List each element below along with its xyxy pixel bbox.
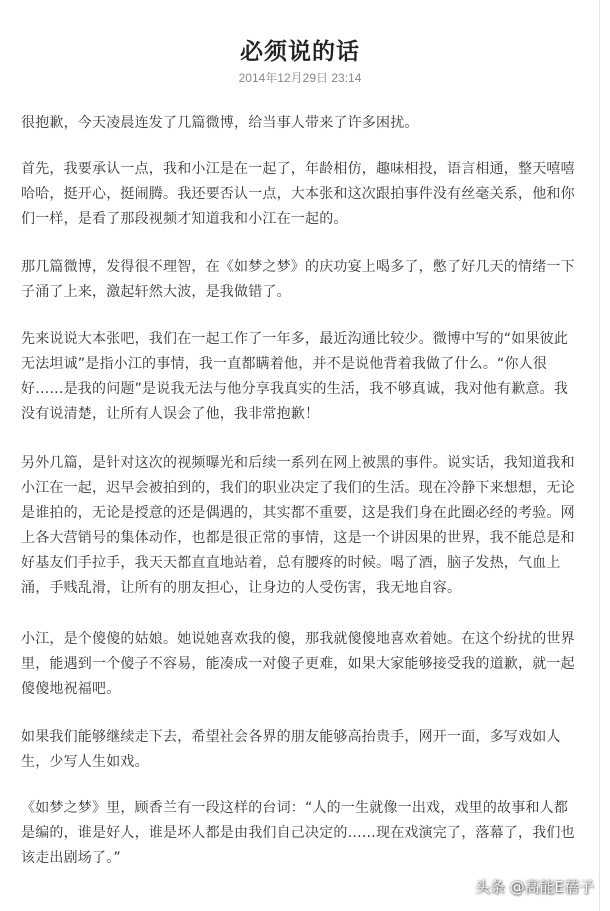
article-paragraph: 小江，是个傻傻的姑娘。她说她喜欢我的傻，那我就傻傻地喜欢着她。在这个纷扰的世界里，能遇到一个傻子不容易，能凑成一对傻子更难，如果大家能够接受我的道歉，就一起傻傻地祝福吧。 (21, 631, 575, 697)
article-paragraph: 另外几篇，是针对这次的视频曝光和后续一系列在网上被黑的事件。说实话，我知道我和小江在一起，迟早会被拍到的，我们的职业决定了我们的生活。现在冷静下来想想，无论是谁拍的，无论是授意的还是偶遇的，其实都不重要，这是我们身在此圈必经的考验。网上各大营销号的集体动作，也都是很正常的事情，这是一个讲因果的世界，我不能总是和好基友们手拉手，我天天都直直地站着，总有腰疼的时候。喝了酒，脑子发热，气血上涌，手贱乱滑，让所有的朋友担心，让身边的人受伤害，我无地自容。 (21, 455, 575, 596)
article-paragraph: 首先，我要承认一点，我和小江是在一起了，年龄相仿，趣味相投，语言相通，整天嘻嘻哈哈，挺开心，挺闹腾。我还要否认一点，大本张和这次跟拍事件没有丝毫关系，他和你们一样，是看了那段视频才知道我和小江在一起的。 (21, 161, 575, 227)
article-date: 2014年12月29日 23:14 (238, 71, 362, 85)
source-watermark: 头条 @高能E蓓子 (474, 878, 594, 896)
article-paragraph: 那几篇微博，发得很不理智，在《如梦之梦》的庆功宴上喝多了，憋了好几天的情绪一下子涌了上来，激起轩然大波，是我做错了。 (21, 259, 575, 300)
article-paragraph: 如果我们能够继续走下去，希望社会各界的朋友能够高抬贵手，网开一面，多写戏如人生，少写人生如戏。 (21, 729, 561, 770)
article-paragraph: 很抱歉，今天凌晨连发了几篇微博，给当事人带来了许多困扰。 (21, 115, 419, 131)
article-title: 必须说的话 (240, 39, 360, 66)
article-paragraph: 先来说说大本张吧，我们在一起工作了一年多，最近沟通比较少。微博中写的“如果彼此无法坦诚”是指小江的事情，我一直都瞒着他，并不是说他背着我做了什么。“你人很好……是我的问题”是说我无法与他分享我真实的生活，我不够真诚，我对他有歉意。我没有说清楚，让所有人误会了他，我非常抱歉！ (21, 331, 569, 422)
article-paragraph: 《如梦之梦》里，顾香兰有一段这样的台词：“人的一生就像一出戏，戏里的故事和人都是编的，谁是好人，谁是坏人都是由我们自己决定的……现在戏演完了，落幕了，我们也该走出剧场了。” (21, 800, 575, 866)
